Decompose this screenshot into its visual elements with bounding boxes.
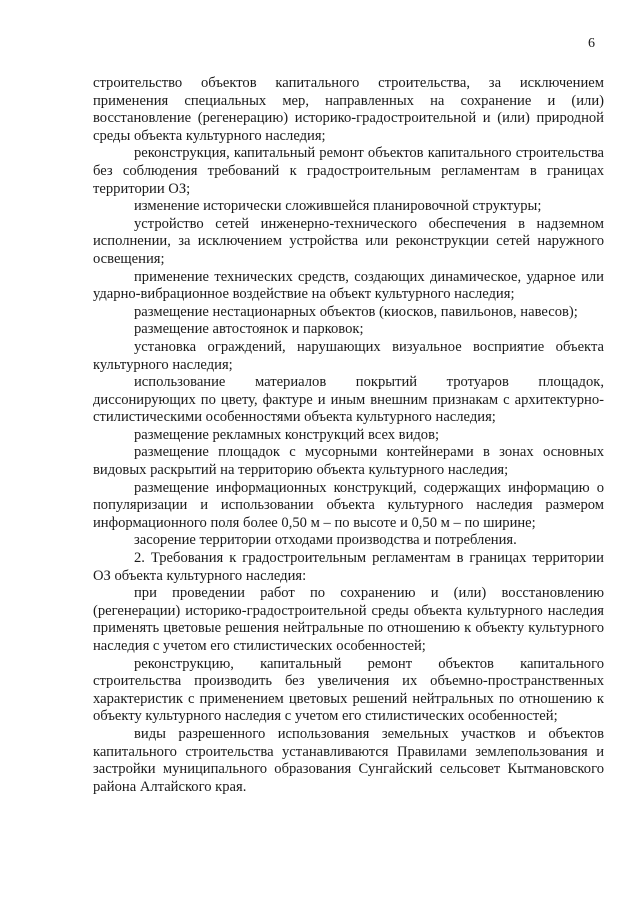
paragraph: реконструкцию, капитальный ремонт объектов капитального строительства производить без увеличения их объемно-пространственных характеристик с применением цветовых решений нейтральных по отношению к объекту культурного наследия с учетом его стилистических особенностей; [93, 655, 604, 725]
paragraph: виды разрешенного использования земельных участков и объектов капитального строительства устанавливаются Правилами землепользования и застройки муниципального образования Сунгайский сельсовет Кытмановского района Алтайского края. [93, 725, 604, 795]
paragraph: размещение площадок с мусорными контейнерами в зонах основных видовых раскрытий на территорию объекта культурного наследия; [93, 444, 604, 479]
document-body [93, 75, 604, 796]
paragraph: засорение территории отходами производства и потребления. [134, 532, 517, 549]
paragraph: установка ограждений, нарушающих визуальное восприятие объекта культурного наследия; [93, 338, 604, 373]
paragraph: изменение исторически сложившейся планировочной структуры; [134, 198, 542, 215]
paragraph: устройство сетей инженерно-технического обеспечения в надземном исполнении, за исключением устройства или реконструкции сетей наружного освещения; [93, 215, 604, 267]
page-number: 6 [588, 36, 595, 51]
paragraph: при проведении работ по сохранению и (или) восстановлению (регенерации) историко-градостроительной среды объекта культурного наследия применять цветовые решения нейтральные по отношению к объекту культурного наследия с учетом его стилистических особенностей; [93, 585, 604, 654]
paragraph: реконструкция, капитальный ремонт объектов капитального строительства без соблюдения требований к градостроительным регламентам в границах территории ОЗ; [93, 145, 604, 197]
paragraph: размещение рекламных конструкций всех видов; [134, 426, 440, 443]
paragraph: размещение нестационарных объектов (киосков, павильонов, навесов); [134, 303, 578, 320]
paragraph: строительство объектов капитального строительства, за исключением применения специальных мер, направленных на сохранение и (или) восстановление (регенерацию) историко-градостроительной и (или) природной среды объекта культурного наследия; [93, 75, 604, 144]
paragraph: применение технических средств, создающих динамическое, ударное или ударно-вибрационное воздействие на объект культурного наследия; [93, 268, 604, 303]
section-heading-paragraph: 2. Требования к градостроительным регламентам в границах территории ОЗ объекта культурного наследия: [93, 550, 604, 584]
paragraph: размещение автостоянок и парковок; [134, 321, 364, 338]
paragraph: размещение информационных конструкций, содержащих информацию о популяризации и использовании объекта культурного наследия размером информационного поля более 0,50 м – по высоте и 0,50 м – по ширине; [93, 479, 604, 531]
paragraph: использование материалов покрытий тротуаров площадок, диссонирующих по цвету, фактуре и иным внешним признакам с архитектурно-стилистическими особенностями объекта культурного наследия; [93, 374, 604, 426]
